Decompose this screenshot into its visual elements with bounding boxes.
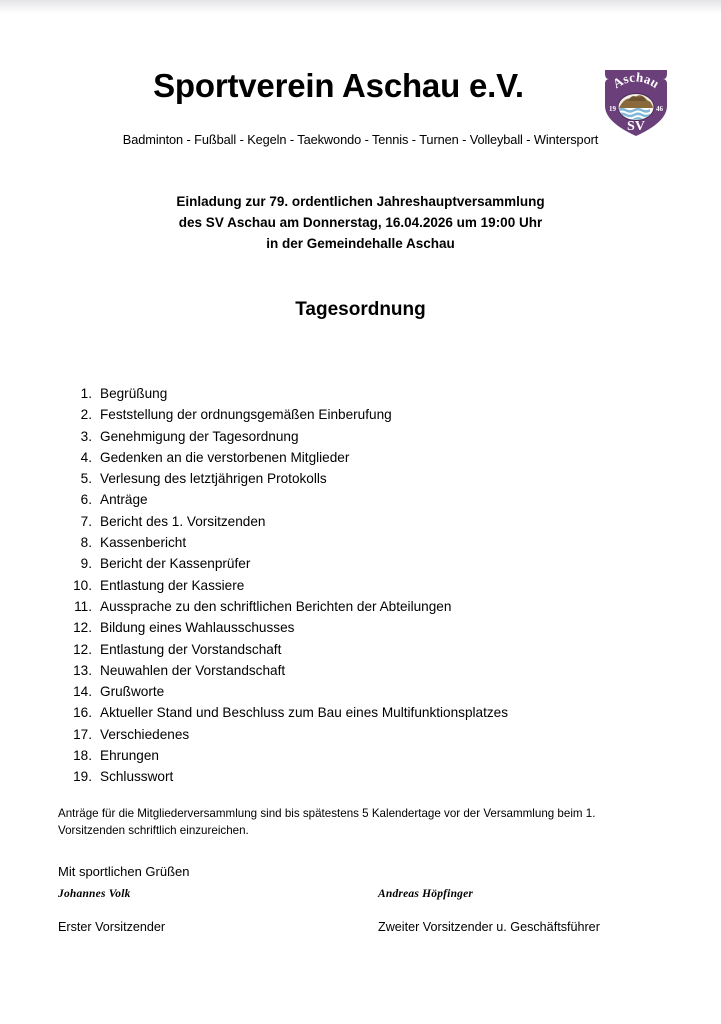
agenda-item-number: 4. bbox=[80, 449, 92, 465]
departments-list: Badminton - Fußball - Kegeln - Taekwondo - Tennis - Turnen - Volleyball - Wintersport bbox=[122, 132, 599, 147]
agenda-item-number: 5. bbox=[80, 471, 92, 487]
logo-year-left: 19 bbox=[609, 105, 616, 113]
agenda-item-label: Aktueller Stand und Beschluss zum Bau eines Multifunktionsplatzes bbox=[100, 705, 509, 721]
page-title: Sportverein Aschau e.V. bbox=[153, 67, 524, 104]
agenda-item-label: Entlastung der Kassiere bbox=[100, 577, 245, 593]
signature-block bbox=[58, 888, 658, 934]
logo-bottom-text: SV bbox=[627, 119, 645, 134]
agenda-item-label: Grußworte bbox=[100, 684, 165, 700]
invitation-line-3: in der Gemeindehalle Aschau bbox=[266, 235, 455, 251]
agenda-item-label: Verschiedenes bbox=[100, 726, 190, 742]
agenda-item-number: 8. bbox=[80, 535, 92, 551]
agenda-item-label: Genehmigung der Tagesordnung bbox=[100, 428, 299, 444]
signature-role-second: Zweiter Vorsitzender u. Geschäftsführer bbox=[378, 920, 600, 934]
agenda-item-number: 9. bbox=[80, 556, 92, 572]
agenda-item-label: Verlesung des letztjährigen Protokolls bbox=[100, 471, 327, 487]
closing-greeting: Mit sportlichen Grüßen bbox=[58, 864, 190, 879]
agenda-item-number: 1. bbox=[80, 386, 92, 401]
agenda-item bbox=[62, 617, 662, 638]
shield-icon bbox=[595, 60, 677, 142]
signature-names-row bbox=[58, 888, 658, 908]
agenda-item-label: Neuwahlen der Vorstandschaft bbox=[100, 662, 286, 678]
agenda-item-number: 18. bbox=[73, 748, 92, 764]
agenda-item-label: Kassenbericht bbox=[100, 535, 187, 551]
agenda-item-label: Ehrungen bbox=[100, 748, 159, 764]
agenda-item-number: 6. bbox=[80, 492, 92, 508]
agenda-item-label: Bericht der Kassenprüfer bbox=[100, 556, 251, 572]
agenda-item-label: Begrüßung bbox=[100, 386, 168, 401]
invitation-line-2: des SV Aschau am Donnerstag, 16.04.2026 um 19:00 Uhr bbox=[178, 214, 543, 230]
invitation-block bbox=[0, 192, 721, 255]
signature-name-first: Johannes Volk bbox=[58, 888, 131, 900]
logo-top-text: Aschau bbox=[610, 69, 663, 92]
agenda-item-label: Aussprache zu den schriftlichen Berichten der Abteilungen bbox=[100, 598, 452, 614]
agenda-item bbox=[62, 575, 662, 596]
agenda-item-number: 10. bbox=[73, 577, 92, 593]
agenda-item bbox=[62, 532, 662, 553]
agenda-item-number: 14. bbox=[73, 684, 92, 700]
agenda-item-number: 19. bbox=[73, 769, 92, 785]
agenda-item bbox=[62, 553, 662, 574]
signature-role-first: Erster Vorsitzender bbox=[58, 920, 166, 934]
agenda-item-number: 17. bbox=[73, 726, 92, 742]
agenda-item-label: Entlastung der Vorstandschaft bbox=[100, 641, 282, 657]
agenda-item-number: 2. bbox=[80, 407, 92, 423]
agenda-item-label: Bericht des 1. Vorsitzenden bbox=[100, 513, 266, 529]
submission-note: Anträge für die Mitgliederversammlung sind bis spätestens 5 Kalendertage vor der Versammlung beim 1. Vorsitzenden schriftlich einzureichen. bbox=[58, 807, 596, 837]
agenda-item-number: 7. bbox=[80, 513, 92, 529]
agenda-item bbox=[62, 766, 662, 787]
invitation-line-1: Einladung zur 79. ordentlichen Jahreshauptversammlung bbox=[176, 194, 545, 209]
agenda-item-number: 12. bbox=[73, 641, 92, 657]
agenda-item-label: Anträge bbox=[100, 492, 148, 508]
club-logo bbox=[595, 60, 677, 142]
agenda-item-number: 12. bbox=[73, 620, 92, 636]
agenda-item-number: 11. bbox=[74, 598, 92, 614]
agenda-item-number: 16. bbox=[73, 705, 92, 721]
agenda-item bbox=[62, 404, 662, 425]
agenda-item bbox=[62, 468, 662, 489]
agenda-list bbox=[62, 383, 662, 788]
signature-name-second: Andreas Höpfinger bbox=[378, 888, 474, 900]
agenda-item bbox=[62, 681, 662, 702]
signature-roles-row bbox=[58, 908, 658, 934]
agenda-item bbox=[62, 660, 662, 681]
logo-year-right: 46 bbox=[656, 105, 663, 113]
agenda-heading: Tagesordnung bbox=[295, 299, 426, 320]
agenda-item-label: Schlusswort bbox=[100, 769, 174, 785]
agenda-item bbox=[62, 511, 662, 532]
agenda-item bbox=[62, 702, 662, 723]
agenda-item-label: Feststellung der ordnungsgemäßen Einberufung bbox=[100, 407, 392, 423]
agenda-item bbox=[62, 639, 662, 660]
agenda-item-label: Gedenken an die verstorbenen Mitglieder bbox=[100, 449, 350, 465]
agenda-item-number: 13. bbox=[73, 662, 92, 678]
agenda-item bbox=[62, 745, 662, 766]
agenda-item bbox=[62, 489, 662, 510]
agenda-item-label: Bildung eines Wahlausschusses bbox=[100, 620, 295, 636]
agenda-item bbox=[62, 447, 662, 468]
agenda-item bbox=[62, 596, 662, 617]
document-header bbox=[0, 56, 721, 156]
agenda-item-number: 3. bbox=[80, 428, 92, 444]
agenda-item bbox=[62, 724, 662, 745]
agenda-item bbox=[62, 383, 662, 404]
agenda-item bbox=[62, 426, 662, 447]
